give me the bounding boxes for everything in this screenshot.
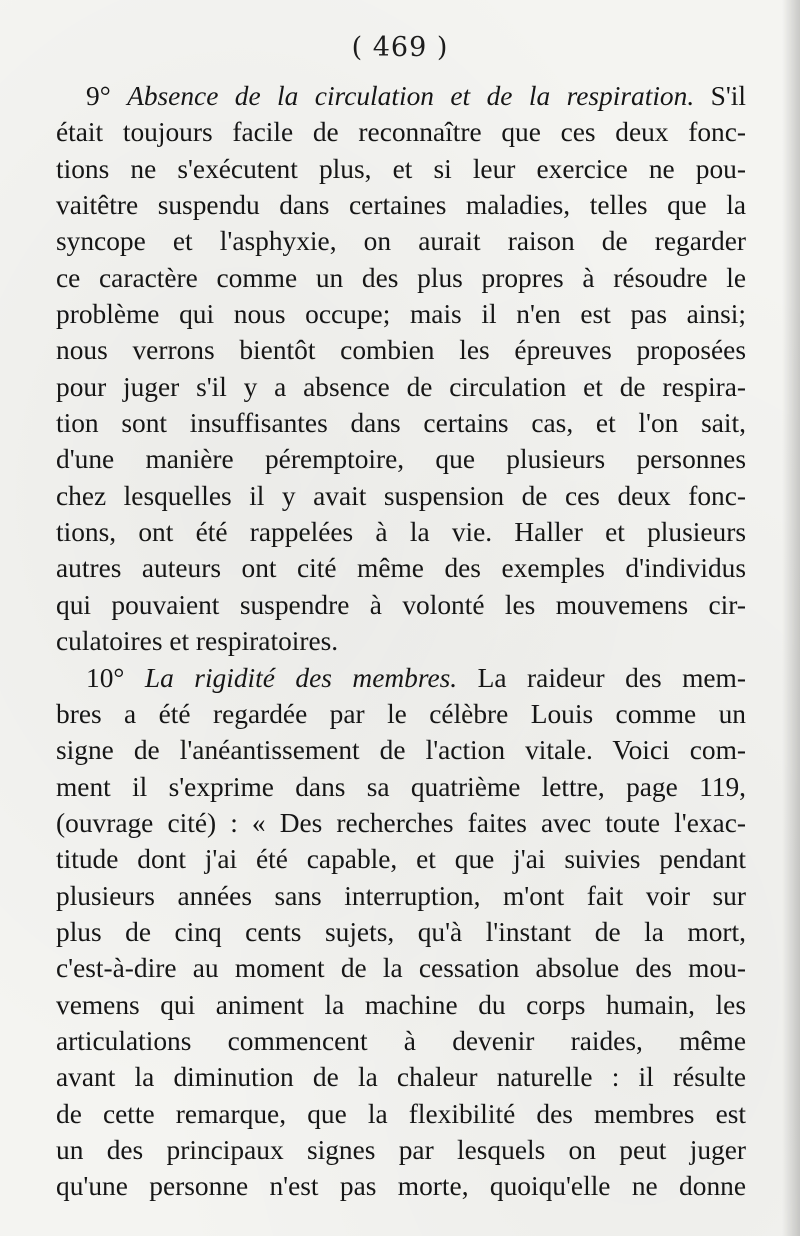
text-line <box>56 1132 746 1168</box>
line-text: S'il <box>710 81 746 111</box>
line-text: autres auteurs ont cité même des exemples d'individus <box>56 553 746 584</box>
text-line <box>56 660 746 696</box>
line-text: qui pouvaient suspendre à volonté les mouvemens cir- <box>56 589 746 620</box>
line-text: un des principaux signes par lesquels on peut juger <box>56 1134 746 1165</box>
paragraph-number: 10° <box>86 662 125 693</box>
line-text: vemens qui animent la machine du corps humain, les <box>56 989 746 1020</box>
text-line <box>56 950 746 986</box>
text-line <box>56 114 746 150</box>
text-line <box>56 1059 746 1095</box>
line-text: qu'une personne n'est pas morte, quoiqu'elle ne donne <box>56 1171 746 1202</box>
line-text: avant la diminution de la chaleur naturelle : il résulte <box>56 1062 746 1093</box>
paragraph-heading: Absence de la circulation et de la respiration. <box>127 81 695 111</box>
line-text: vaitêtre suspendu dans certaines maladies, telles que la <box>56 190 746 221</box>
text-line <box>56 332 746 368</box>
text-line <box>56 623 746 659</box>
text-line <box>56 187 746 223</box>
line-text: titude dont j'ai été capable, et que j'ai suivies pendant <box>56 844 746 875</box>
line-text: de cette remarque, que la flexibilité des membres est <box>56 1098 746 1129</box>
text-line <box>56 878 746 914</box>
line-text: chez lesquelles il y avait suspension de ces deux fonc- <box>56 480 746 511</box>
body-text <box>56 78 746 1205</box>
line-text: c'est-à-dire au moment de la cessation absolue des mou- <box>56 953 746 984</box>
text-line <box>56 587 746 623</box>
line-text: (ouvrage cité) : « Des recherches faites avec toute l'exac- <box>56 807 746 838</box>
line-text: tion sont insuffisantes dans certains cas, et l'on sait, <box>56 408 746 439</box>
line-text: culatoires et respiratoires. <box>56 626 339 657</box>
text-line <box>56 405 746 441</box>
line-text: nous verrons bientôt combien les épreuves proposées <box>56 335 746 366</box>
text-line <box>56 696 746 732</box>
text-line <box>56 987 746 1023</box>
line-text: syncope et l'asphyxie, on aurait raison de regarder <box>56 226 746 257</box>
paragraph-number: 9° <box>86 81 111 111</box>
text-line <box>56 1168 746 1204</box>
text-line <box>56 369 746 405</box>
text-line <box>56 260 746 296</box>
page-edge-shadow <box>782 0 800 1236</box>
line-text: plus de cinq cents sujets, qu'à l'instant de la mort, <box>56 916 746 947</box>
text-line <box>56 78 746 114</box>
line-text: tions, ont été rappelées à la vie. Haller et plusieurs <box>56 517 746 548</box>
line-text: d'une manière péremptoire, que plusieurs personnes <box>56 444 746 475</box>
text-line <box>56 914 746 950</box>
text-line <box>56 478 746 514</box>
text-line <box>56 514 746 550</box>
text-line <box>56 296 746 332</box>
text-line <box>56 151 746 187</box>
text-line <box>56 732 746 768</box>
paragraph-heading: La rigidité des membres. <box>144 662 458 693</box>
text-line <box>56 769 746 805</box>
line-text: articulations commencent à devenir raides, même <box>56 1025 746 1056</box>
line-text: La raideur des mem- <box>477 662 746 693</box>
text-line <box>56 441 746 477</box>
line-text: ce caractère comme un des plus propres à résoudre le <box>56 262 746 293</box>
line-text: était toujours facile de reconnaître que ces deux fonc- <box>56 117 746 148</box>
line-text: signe de l'anéantissement de l'action vitale. Voici com- <box>56 735 746 766</box>
page-number: ( 469 ) <box>351 32 449 63</box>
text-line <box>56 550 746 586</box>
text-line <box>56 1023 746 1059</box>
text-line <box>56 223 746 259</box>
text-line <box>56 1096 746 1132</box>
line-text: plusieurs années sans interruption, m'ont fait voir sur <box>56 880 746 911</box>
line-text: ment il s'exprime dans sa quatrième lettre, page 119, <box>56 771 746 802</box>
line-text: tions ne s'exécutent plus, et si leur exercice ne pou- <box>56 153 746 184</box>
line-text: problème qui nous occupe; mais il n'en est pas ainsi; <box>56 299 746 330</box>
line-text: pour juger s'il y a absence de circulation et de respira- <box>56 371 746 402</box>
line-text: bres a été regardée par le célèbre Louis comme un <box>56 698 746 729</box>
text-line <box>56 841 746 877</box>
text-line <box>56 805 746 841</box>
